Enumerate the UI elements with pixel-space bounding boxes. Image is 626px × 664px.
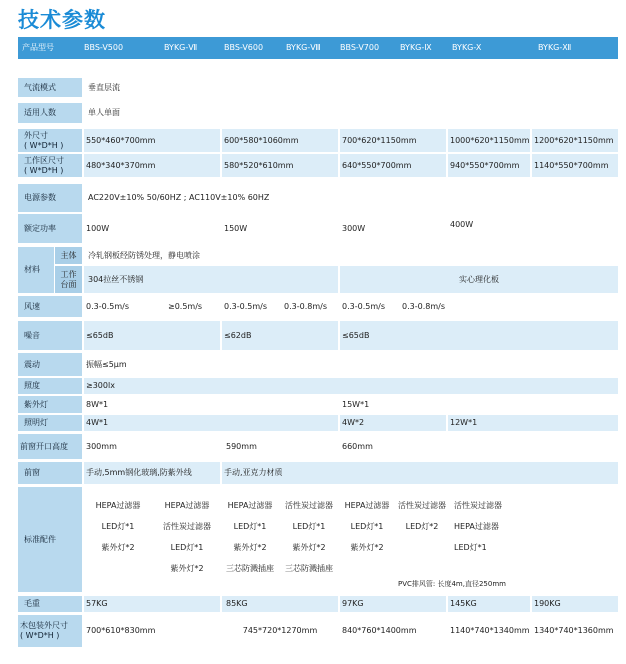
uv-lamp-label: 紫外灯 (18, 396, 82, 413)
users-value: 单人单面 (84, 103, 618, 123)
pvc-note: PVC排风管: 长度4m,直径250mm (396, 576, 618, 592)
package-size-label (18, 615, 82, 647)
spec-table (18, 37, 618, 659)
accessory-item: HEPA过滤器 (344, 501, 390, 510)
rated-power-value: 400W (448, 214, 618, 243)
noise-value: ≤65dB (84, 321, 220, 350)
accessories-column (396, 487, 448, 575)
illuminance-label: 照度 (18, 378, 82, 394)
package-size-label-line1: 木包装外尺寸 (20, 621, 68, 630)
accessory-item: 活性炭过滤器 (285, 501, 333, 510)
work-size-label (18, 154, 82, 177)
accessory-item: 活性炭过滤器 (398, 501, 446, 510)
accessory-item: HEPA过滤器 (227, 501, 273, 510)
outer-size-value: 700*620*1150mm (340, 129, 446, 152)
work-size-label-line1: 工作区尺寸 (24, 155, 64, 165)
outer-size-value: 1200*620*1150mm (532, 129, 618, 152)
package-size-value: 1340*740*1360mm (532, 615, 618, 647)
package-size-value: 1140*740*1340mm (448, 615, 530, 647)
accessory-item: 紫外灯*2 (292, 543, 326, 552)
material-surface-label-line1: 工作 (60, 269, 77, 279)
accessories-label: 标准配件 (18, 487, 82, 592)
airflow-value: 垂直层流 (84, 78, 618, 97)
gross-weight-value: 85KG (222, 596, 338, 612)
work-size-value: 640*550*700mm (340, 154, 446, 177)
work-size-value: 1140*550*700mm (532, 154, 618, 177)
package-size-value: 700*610*830mm (84, 615, 220, 647)
material-label: 材料 (18, 247, 54, 293)
model-name: BBS-V600 (224, 43, 264, 52)
wind-speed-value: 0.3-0.5m/s (222, 296, 280, 317)
gross-weight-value: 190KG (532, 596, 618, 612)
material-surface-label-line2: 台面 (60, 279, 77, 289)
material-surface-value: 实心理化板 (340, 266, 618, 293)
light-lamp-value: 4W*2 (340, 415, 446, 431)
accessory-item: LED灯*1 (101, 522, 135, 531)
light-lamp-value: 12W*1 (448, 415, 618, 431)
model-name: BYKG-Ⅻ (538, 43, 572, 52)
accessory-item: HEPA过滤器 (454, 522, 499, 531)
accessory-item: 紫外灯*2 (101, 543, 135, 552)
header-label: 产品型号 (22, 43, 54, 52)
wind-speed-value: ≥0.5m/s (166, 296, 220, 317)
accessories-column (450, 487, 618, 575)
vibration-label: 震动 (18, 353, 82, 376)
accessory-item: LED灯*1 (454, 543, 487, 552)
accessories-column (154, 487, 220, 592)
outer-size-value: 600*580*1060mm (222, 129, 338, 152)
noise-value: ≤65dB (340, 321, 618, 350)
wind-speed-value: 0.3-0.8m/s (400, 296, 618, 317)
accessory-item: 三芯防溅插座 (285, 564, 333, 573)
package-size-value: 745*720*1270mm (222, 615, 338, 647)
model-name: BBS-V700 (340, 43, 380, 52)
work-size-value: 940*550*700mm (448, 154, 530, 177)
window-height-value: 300mm (84, 434, 220, 459)
wind-speed-value: 0.3-0.8m/s (282, 296, 338, 317)
model-name: BYKG-Ⅷ (286, 43, 321, 52)
material-body-value: 冷轧钢板经防锈处理，静电喷涂 (84, 247, 618, 264)
power-param-value: AC220V±10% 50/60HZ ; AC110V±10% 60HZ (84, 184, 618, 212)
accessory-item: 紫外灯*2 (350, 543, 384, 552)
rated-power-value: 300W (340, 214, 446, 243)
noise-value: ≤62dB (222, 321, 338, 350)
power-param-label: 电源参数 (18, 184, 82, 212)
accessory-item: LED灯*1 (350, 522, 384, 531)
page-title: 技术参数 (18, 8, 106, 32)
light-lamp-label: 照明灯 (18, 415, 82, 431)
model-name: BBS-V500 (84, 43, 124, 52)
accessories-column (340, 487, 394, 592)
accessory-item: LED灯*2 (405, 522, 439, 531)
wind-speed-value: 0.3-0.5m/s (340, 296, 398, 317)
accessory-item: 三芯防溅插座 (226, 564, 274, 573)
illuminance-value: ≥300lx (84, 378, 618, 394)
outer-size-label-line1: 外尺寸 (24, 130, 48, 140)
users-label: 适用人数 (18, 103, 82, 123)
material-surface-label (55, 266, 82, 293)
material-surface-value: 304拉丝不锈钢 (84, 266, 338, 293)
accessory-item: HEPA过滤器 (95, 501, 141, 510)
accessories-column (280, 487, 338, 592)
accessories-column (222, 487, 278, 592)
package-size-value: 840*760*1400mm (340, 615, 446, 647)
window-height-value: 660mm (340, 434, 618, 459)
rated-power-value: 150W (222, 214, 338, 243)
gross-weight-value: 57KG (84, 596, 220, 612)
outer-size-label (18, 129, 82, 152)
uv-lamp-value: 15W*1 (340, 396, 618, 413)
window-height-label: 前窗开口高度 (18, 434, 82, 459)
work-size-value: 480*340*370mm (84, 154, 220, 177)
rated-power-label: 额定功率 (18, 214, 82, 243)
model-name: BYKG-X (452, 43, 482, 52)
front-window-value: 手动,5mm钢化玻璃,防紫外线 (84, 462, 220, 484)
vibration-value: 振幅≤5μm (84, 353, 618, 376)
model-name: BYKG-Ⅸ (400, 43, 432, 52)
outer-size-value: 1000*620*1150mm (448, 129, 530, 152)
wind-speed-label: 风速 (18, 296, 82, 317)
accessory-item: LED灯*1 (292, 522, 326, 531)
gross-weight-label: 毛重 (18, 596, 82, 612)
airflow-label: 气流模式 (18, 78, 82, 97)
wind-speed-value: 0.3-0.5m/s (84, 296, 164, 317)
work-size-label-line2: ( W*D*H ) (24, 165, 64, 175)
outer-size-label-line2: ( W*D*H ) (24, 140, 64, 150)
front-window-label: 前窗 (18, 462, 82, 484)
accessory-item: 活性炭过滤器 (163, 522, 211, 531)
accessory-item: 活性炭过滤器 (454, 501, 502, 510)
material-body-label: 主体 (55, 247, 82, 264)
light-lamp-value: 4W*1 (84, 415, 338, 431)
accessory-item: LED灯*1 (233, 522, 267, 531)
rated-power-value: 100W (84, 214, 220, 243)
uv-lamp-value: 8W*1 (84, 396, 338, 413)
front-window-value: 手动,亚克力材质 (222, 462, 618, 484)
work-size-value: 580*520*610mm (222, 154, 338, 177)
noise-label: 噪音 (18, 321, 82, 350)
accessory-item: LED灯*1 (170, 543, 204, 552)
accessory-item: HEPA过滤器 (164, 501, 210, 510)
window-height-value: 590mm (222, 434, 338, 459)
gross-weight-value: 145KG (448, 596, 530, 612)
package-size-label-line2: ( W*D*H ) (20, 631, 60, 640)
model-name: BYKG-Ⅶ (164, 43, 198, 52)
accessory-item: 紫外灯*2 (170, 564, 204, 573)
outer-size-value: 550*460*700mm (84, 129, 220, 152)
accessory-item: 紫外灯*2 (233, 543, 267, 552)
accessories-column (84, 487, 152, 592)
gross-weight-value: 97KG (340, 596, 446, 612)
